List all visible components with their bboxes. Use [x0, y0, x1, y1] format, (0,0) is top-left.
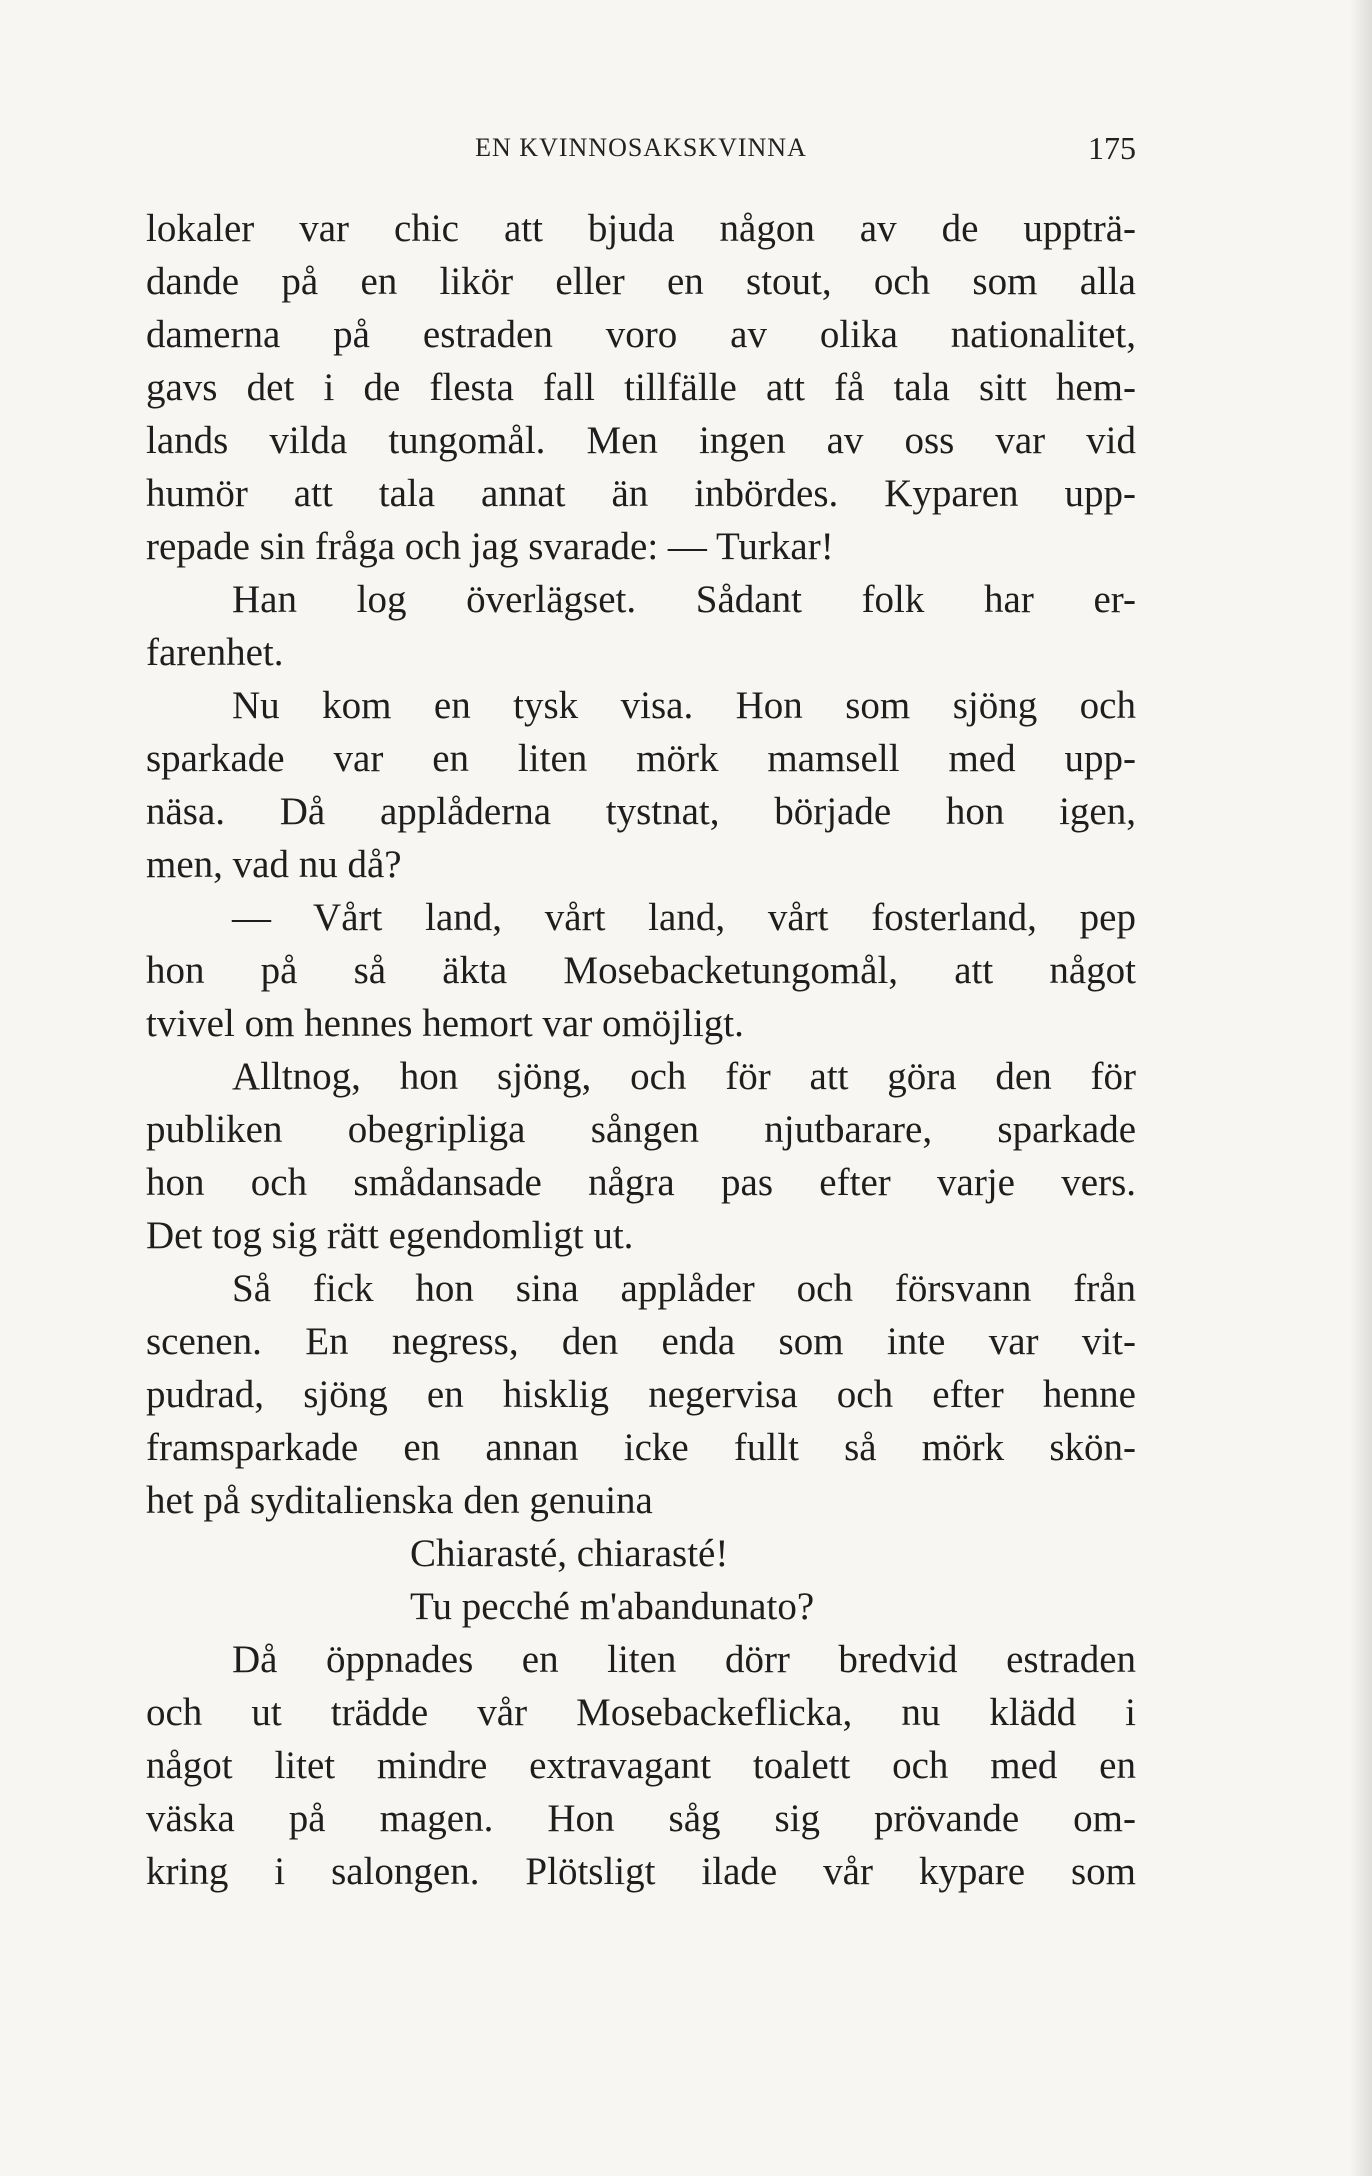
page-edge-shadow — [1350, 0, 1372, 2176]
text-line: men, vad nu då? — [146, 843, 402, 886]
text-line: Alltnog, hon sjöng, och för att göra den för — [232, 1055, 1136, 1098]
text-line: Det tog sig rätt egendomligt ut. — [146, 1214, 634, 1257]
page-number: 175 — [1088, 130, 1136, 166]
body-text — [146, 202, 1136, 1898]
text-line: Han log överlägset. Sådant folk har er- — [232, 578, 1136, 621]
text-line: något litet mindre extravagant toalett och med en — [146, 1744, 1136, 1787]
text-line: framsparkade en annan icke fullt så mörk skön- — [146, 1426, 1136, 1469]
text-line: lands vilda tungomål. Men ingen av oss var vid — [146, 419, 1136, 462]
text-line: repade sin fråga och jag svarade: — Turkar! — [146, 525, 834, 568]
text-line: tvivel om hennes hemort var omöjligt. — [146, 1002, 744, 1045]
text-line: kring i salongen. Plötsligt ilade vår kypare som — [146, 1850, 1136, 1893]
text-line: hon på så äkta Mosebacketungomål, att något — [146, 949, 1136, 992]
text-line: gavs det i de flesta fall tillfälle att få tala sitt hem- — [146, 366, 1136, 409]
text-line: Nu kom en tysk visa. Hon som sjöng och — [232, 684, 1136, 727]
text-line: och ut trädde vår Mosebackeflicka, nu klädd i — [146, 1691, 1136, 1734]
text-line: humör att tala annat än inbördes. Kyparen upp- — [146, 472, 1136, 515]
running-head: EN KVINNOSAKSKVINNA — [475, 133, 807, 162]
text-line: sparkade var en liten mörk mamsell med upp- — [146, 737, 1136, 780]
text-line: näsa. Då applåderna tystnat, började hon igen, — [146, 790, 1136, 833]
text-line: väska på magen. Hon såg sig prövande om- — [146, 1797, 1136, 1840]
text-line: dande på en likör eller en stout, och som alla — [146, 260, 1136, 303]
text-line: publiken obegripliga sången njutbarare, sparkade — [146, 1108, 1136, 1151]
text-line: damerna på estraden voro av olika nationalitet, — [146, 313, 1136, 356]
text-line: het på syditalienska den genuina — [146, 1479, 653, 1522]
text-line: Så fick hon sina applåder och försvann från — [232, 1267, 1136, 1310]
verse-line: Chiarasté, chiarasté! — [410, 1532, 729, 1575]
text-line: scenen. En negress, den enda som inte var vit- — [146, 1320, 1136, 1363]
text-line: pudrad, sjöng en hisklig negervisa och efter henne — [146, 1373, 1136, 1416]
text-line: hon och smådansade några pas efter varje vers. — [146, 1161, 1136, 1204]
text-line: — Vårt land, vårt land, vårt fosterland, pep — [232, 896, 1136, 939]
verse-line: Tu pecché m'abandunato? — [410, 1585, 815, 1628]
text-line: farenhet. — [146, 631, 284, 674]
page-header — [146, 128, 1136, 168]
text-line: Då öppnades en liten dörr bredvid estraden — [232, 1638, 1136, 1681]
text-line: lokaler var chic att bjuda någon av de uppträ- — [146, 207, 1136, 250]
